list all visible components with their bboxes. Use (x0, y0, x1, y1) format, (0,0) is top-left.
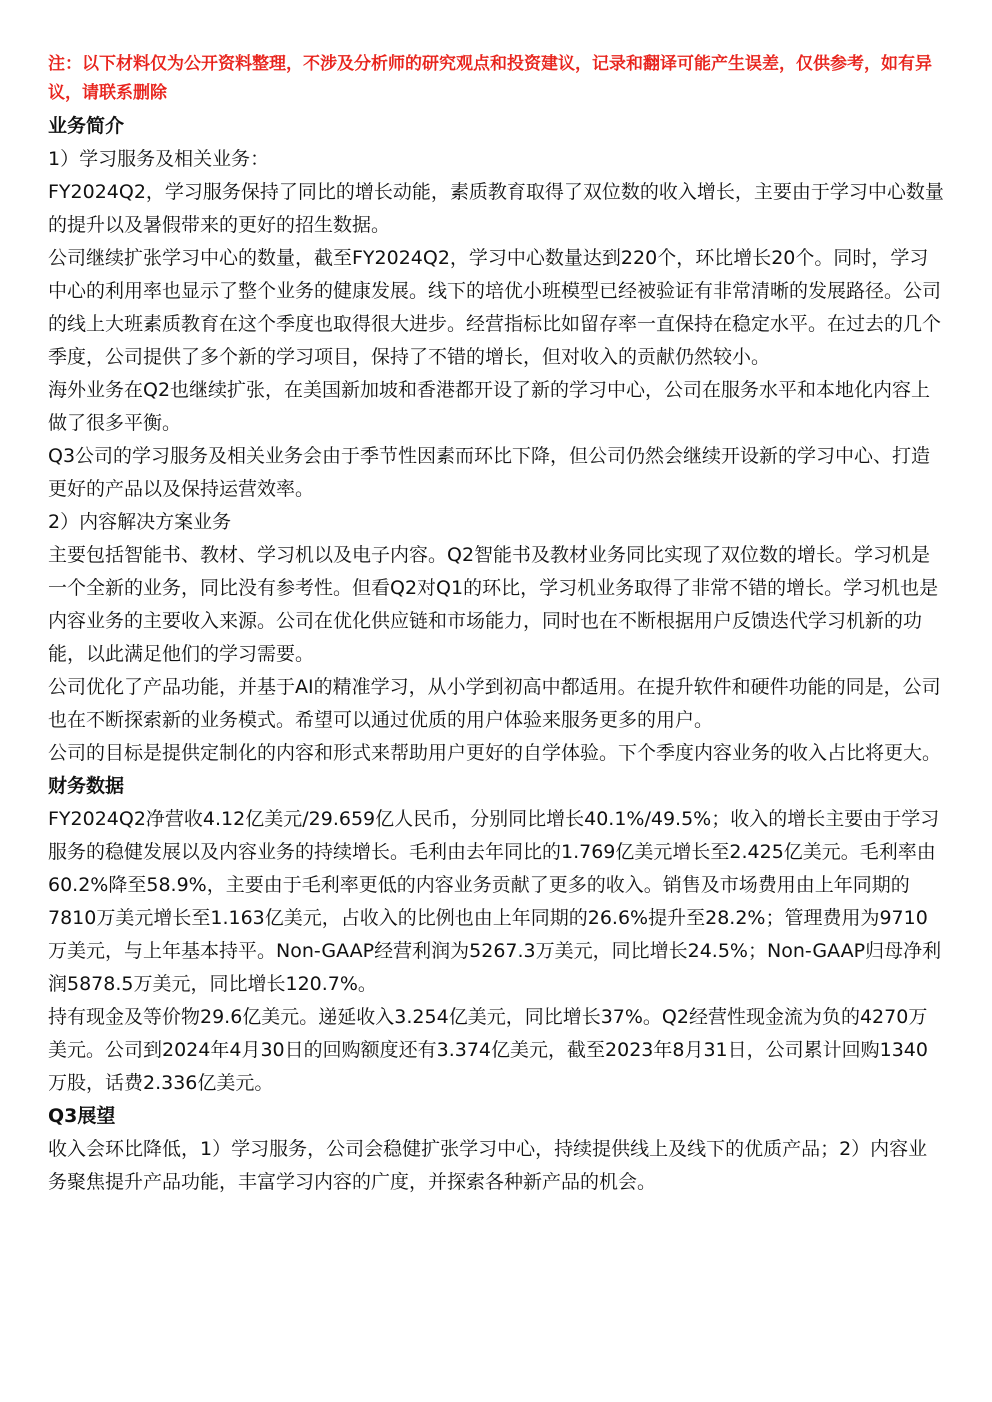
financial-section (48, 770, 944, 1100)
business-section-title: 业务简介 (48, 115, 125, 137)
learning-paragraph-1: FY2024Q2，学习服务保持了同比的增长动能，素质教育取得了双位数的收入增长，主要由于学习中心数量的提升以及暑假带来的更好的招生数据。 (48, 181, 944, 236)
content-paragraph-3: 公司的目标是提供定制化的内容和形式来帮助用户更好的自学体验。下个季度内容业务的收入占比将更大。 (48, 742, 942, 764)
learning-paragraph-2: 公司继续扩张学习中心的数量，截至FY2024Q2，学习中心数量达到220个，环比增长20个。同时，学习中心的利用率也显示了整个业务的健康发展。线下的培优小班模型已经被验证有非常清晰的发展路径。公司的线上大班素质教育在这个季度也取得很大进步。经营指标比如留存率一直保持在稳定水平。在过去的几个季度，公司提供了多个新的学习项目，保持了不错的增长，但对收入的贡献仍然较小。 (48, 247, 942, 368)
learning-paragraph-4: Q3公司的学习服务及相关业务会由于季节性因素而环比下降，但公司仍然会继续开设新的学习中心、打造更好的产品以及保持运营效率。 (48, 445, 931, 500)
business-section (48, 110, 944, 770)
learning-paragraph-3: 海外业务在Q2也继续扩张，在美国新加坡和香港都开设了新的学习中心，公司在服务水平和本地化内容上做了很多平衡。 (48, 379, 931, 434)
financial-paragraph-1: FY2024Q2净营收4.12亿美元/29.659亿人民币，分别同比增长40.1%/49.5%；收入的增长主要由于学习服务的稳健发展以及内容业务的持续增长。毛利由去年同比的1.769亿美元增长至2.425亿美元。毛利率由60.2%降至58.9%，主要由于毛利率更低的内容业务贡献了更多的收入。销售及市场费用由上年同期的7810万美元增长至1.163亿美元，占收入的比例也由上年同期的26.6%提升至28.2%；管理费用为9710万美元，与上年基本持平。Non-GAAP经营利润为5267.3万美元，同比增长24.5%；Non-GAAP归母净利润5878.5万美元，同比增长120.7%。 (48, 808, 942, 995)
outlook-section (48, 1100, 944, 1199)
content-solutions-heading: 2）内容解决方案业务 (48, 511, 232, 533)
outlook-section-title: Q3展望 (48, 1105, 116, 1127)
outlook-paragraph-1: 收入会环比降低，1）学习服务，公司会稳健扩张学习中心，持续提供线上及线下的优质产品；2）内容业务聚焦提升产品功能，丰富学习内容的广度，并探索各种新产品的机会。 (48, 1138, 928, 1193)
disclaimer-note: 注：以下材料仅为公开资料整理，不涉及分析师的研究观点和投资建议，记录和翻译可能产生误差，仅供参考，如有异议，请联系删除 (48, 54, 932, 103)
content-paragraph-1: 主要包括智能书、教材、学习机以及电子内容。Q2智能书及教材业务同比实现了双位数的增长。学习机是一个全新的业务，同比没有参考性。但看Q2对Q1的环比，学习机业务取得了非常不错的增长。学习机也是内容业务的主要收入来源。公司在优化供应链和市场能力，同时也在不断根据用户反馈迭代学习机新的功能，以此满足他们的学习需要。 (48, 544, 939, 665)
learning-services-heading: 1）学习服务及相关业务： (48, 148, 270, 170)
content-paragraph-2: 公司优化了产品功能，并基于AI的精准学习，从小学到初高中都适用。在提升软件和硬件功能的同是，公司也在不断探索新的业务模式。希望可以通过优质的用户体验来服务更多的用户。 (48, 676, 941, 731)
financial-section-title: 财务数据 (48, 775, 125, 797)
financial-paragraph-2: 持有现金及等价物29.6亿美元。递延收入3.254亿美元，同比增长37%。Q2经营性现金流为负的4270万美元。公司到2024年4月30日的回购额度还有3.374亿美元，截至2023年8月31日，公司累计回购1340万股，话费2.336亿美元。 (48, 1006, 928, 1094)
